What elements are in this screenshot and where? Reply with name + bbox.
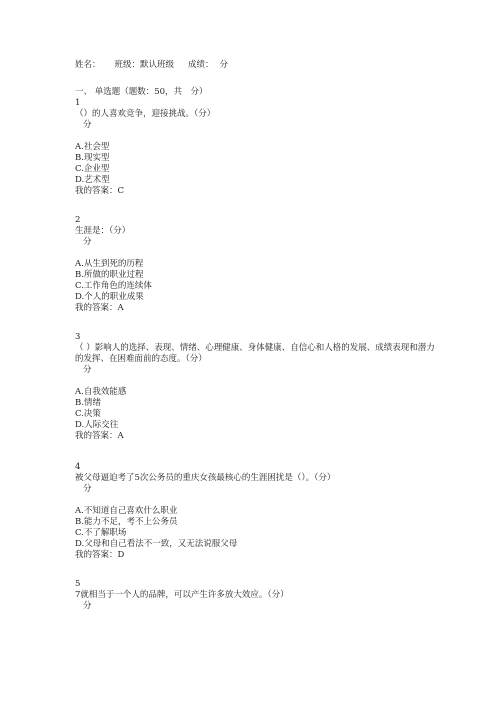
question-text: （）的人喜欢竞争，迎接挑战。（分） (75, 109, 216, 119)
option-a: A.不知道自己喜欢什么职业 (75, 506, 178, 516)
option-c: C.不了解职场 (75, 528, 127, 538)
option-d: D.个人的职业成果 (75, 292, 144, 302)
question-points: 分 (83, 365, 92, 375)
question-number: 2 (75, 215, 81, 225)
class-label: 班级：默认班级 (114, 60, 175, 70)
my-answer: 我的答案：A (75, 303, 124, 313)
my-answer: 我的答案：A (75, 431, 124, 441)
question-number: 5 (75, 579, 81, 589)
score-label: 成绩： (188, 60, 214, 70)
question-4 (75, 462, 435, 561)
option-b: B.情绪 (75, 398, 101, 408)
option-a: A.从生到死的历程 (75, 259, 144, 269)
option-d: D.人际交往 (75, 420, 119, 430)
my-answer: 我的答案：D (75, 550, 125, 560)
question-number: 3 (75, 332, 81, 342)
score-unit: 分 (219, 60, 229, 70)
option-c: C.工作角色的连续体 (75, 281, 152, 291)
section-title: 一、 单选题（题数：50，共 分） (75, 87, 208, 97)
option-d: D.艺术型 (75, 175, 110, 185)
question-number: 4 (75, 462, 81, 472)
option-b: B.所做的职业过程 (75, 270, 144, 280)
question-points: 分 (83, 237, 92, 247)
option-b: B.现实型 (75, 153, 110, 163)
question-points: 分 (83, 484, 92, 494)
question-text: 被父母逼迫考了5次公务员的重庆女孩最核心的生涯困扰是（）。（分） (75, 473, 336, 483)
question-number: 1 (75, 98, 81, 108)
question-2 (75, 215, 435, 314)
option-a: A.自我效能感 (75, 387, 127, 397)
question-5 (75, 579, 435, 612)
option-a: A.社会型 (75, 142, 110, 152)
option-c: C.企业型 (75, 164, 110, 174)
question-text: 7就相当于一个人的品牌，可以产生许多放大效应。（分） (75, 590, 289, 600)
question-points: 分 (83, 601, 92, 611)
option-c: C.决策 (75, 409, 101, 419)
question-1 (75, 98, 435, 197)
name-label: 姓名： (75, 60, 101, 70)
question-text: 生涯是：（分） (75, 226, 131, 236)
my-answer: 我的答案：C (75, 186, 125, 196)
option-b: B.能力不足，考不上公务员 (75, 517, 178, 527)
option-d: D.父母和自己看法不一致，又无法说服父母 (75, 539, 238, 549)
question-3 (75, 332, 435, 442)
header (75, 60, 242, 71)
question-text: （ ）影响人的选择、表现、情绪、心理健康、身体健康、自信心和人格的发展、成绩表现和潜力的发挥、在困难面前的态度。（分） (75, 343, 435, 364)
question-points: 分 (83, 120, 92, 130)
